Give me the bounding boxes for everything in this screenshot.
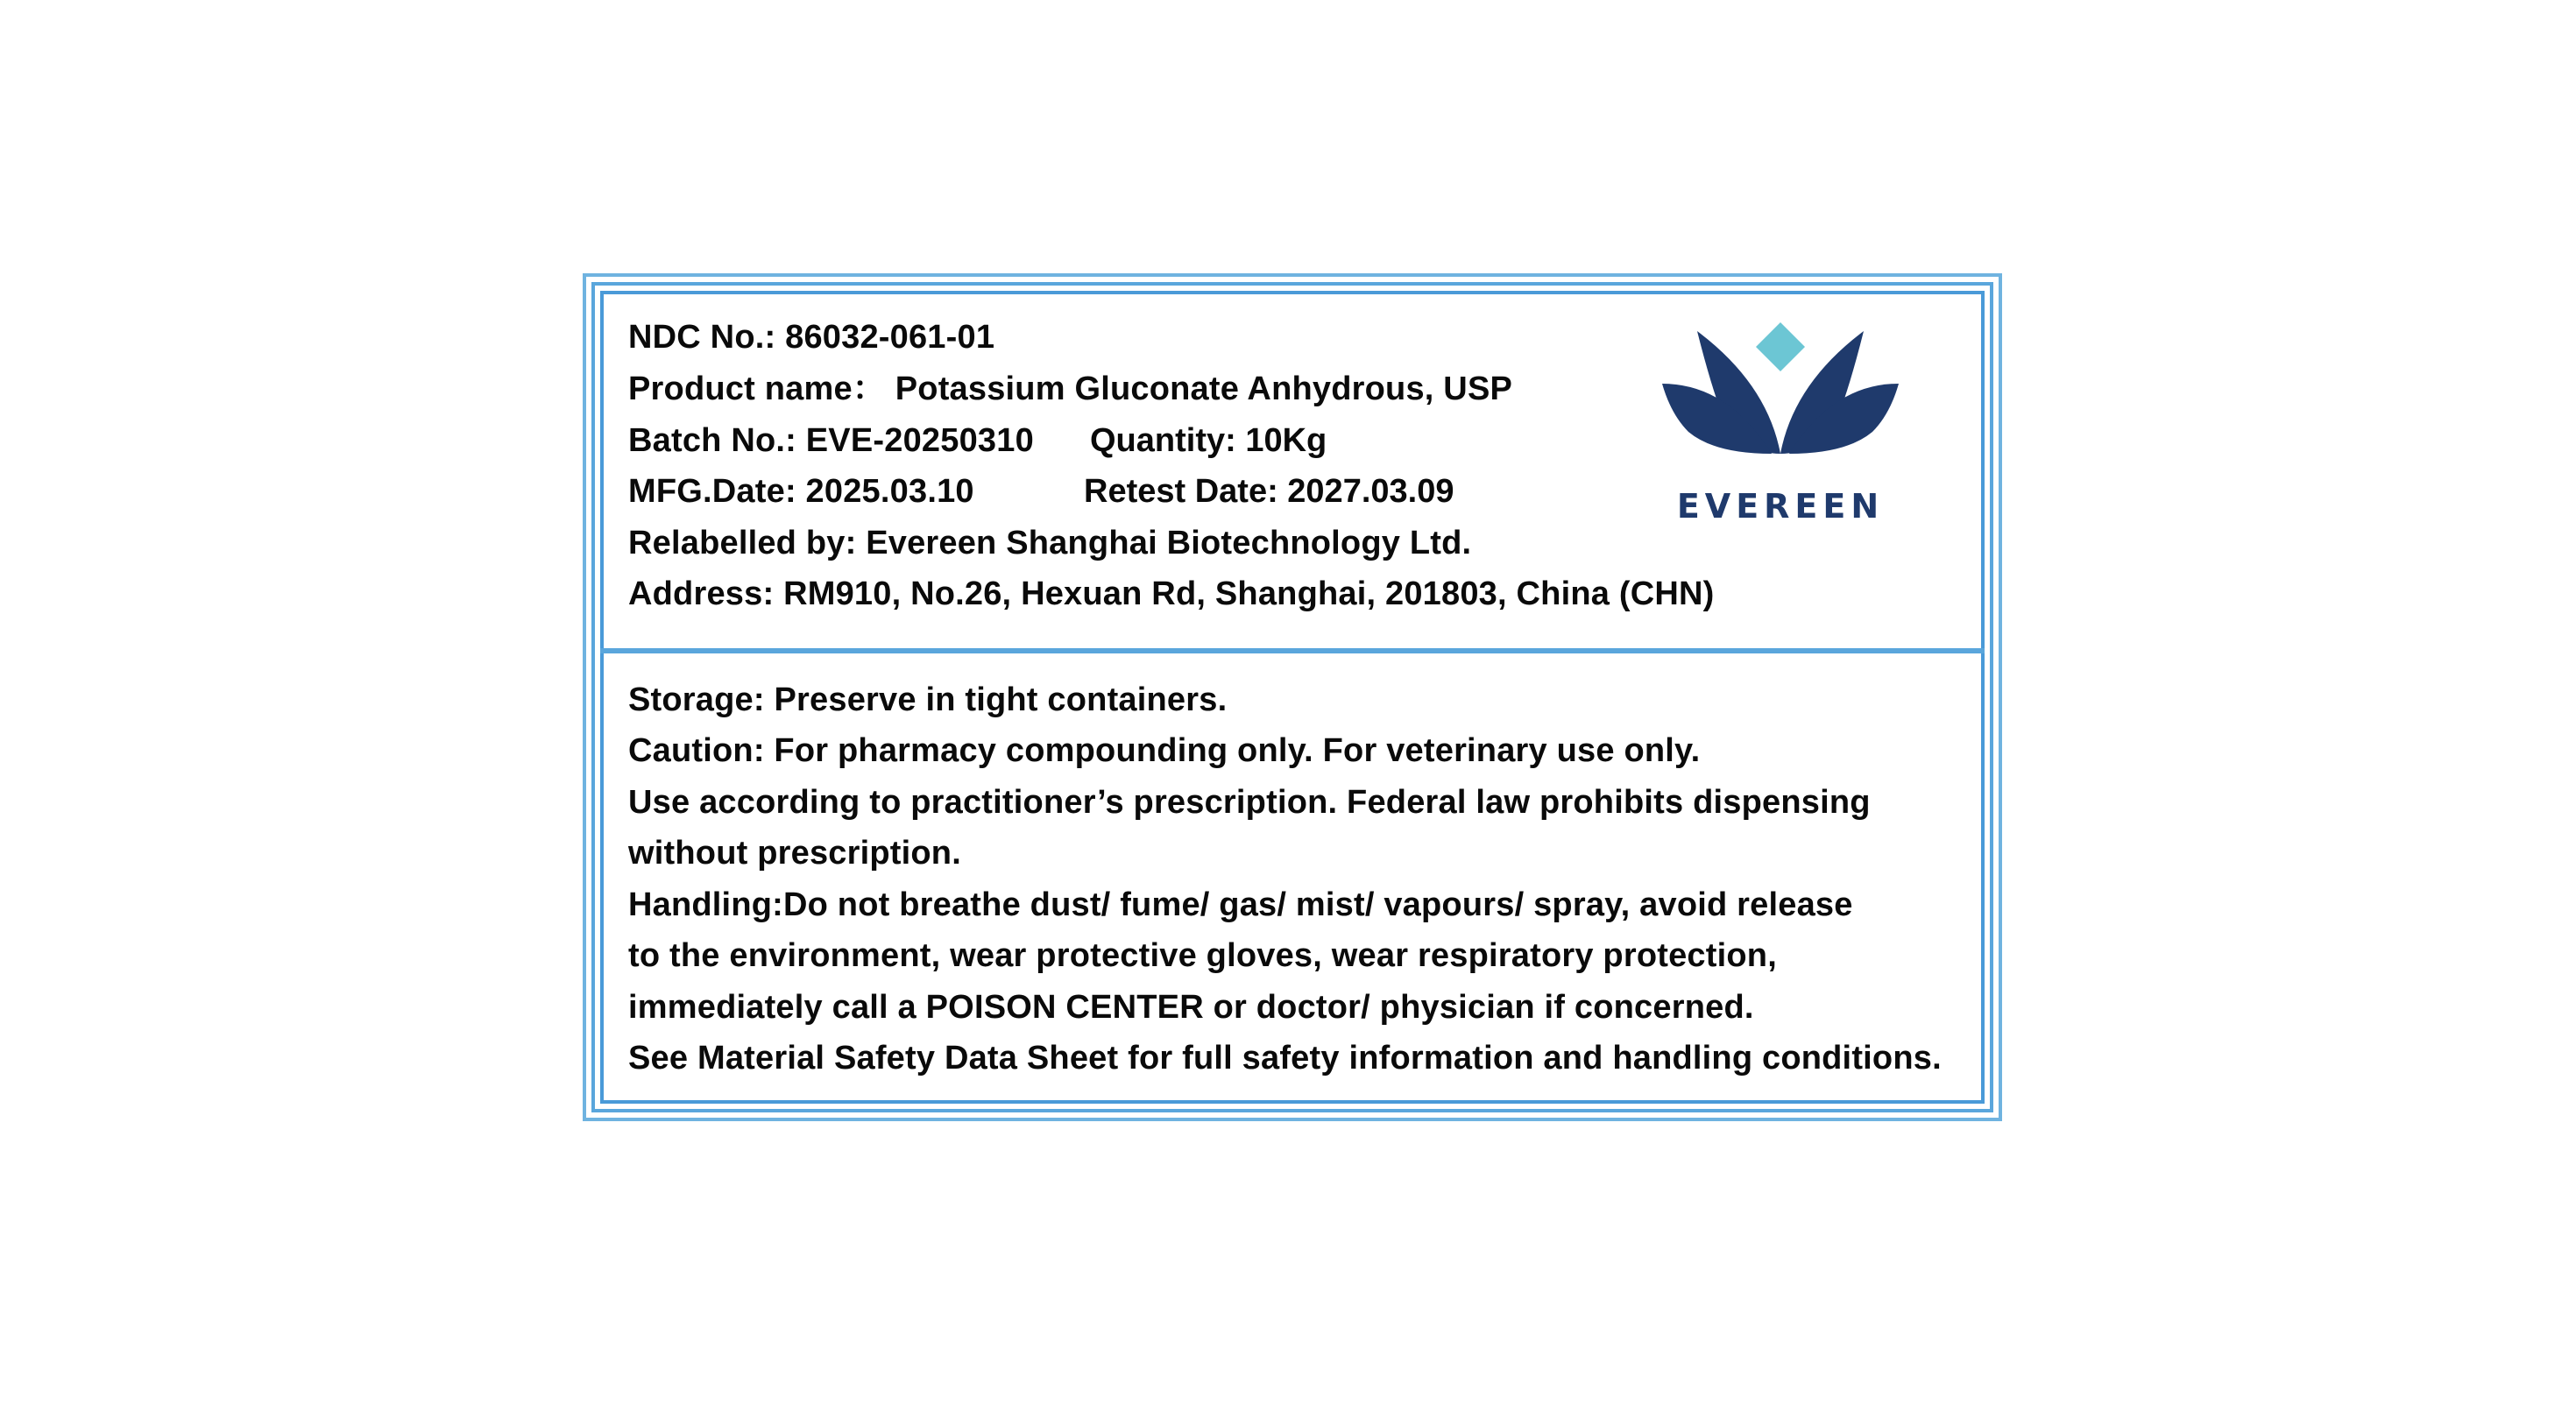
quantity: Quantity: 10Kg [1090, 422, 1327, 459]
mfg-date: MFG.Date: 2025.03.10 [628, 473, 974, 510]
product-label [583, 273, 2002, 1121]
retest-date: Retest Date: 2027.03.09 [1084, 473, 1454, 510]
storage-text: Storage: Preserve in tight containers. [628, 681, 1228, 718]
brand-name: EVEREEN [1676, 487, 1885, 526]
use-text-line-1: Use according to practitioner’s prescription. Federal law prohibits dispensing [628, 784, 1871, 821]
section-divider [600, 648, 1985, 653]
batch-number: Batch No.: EVE-20250310 [628, 422, 1034, 459]
product-name: Product name： Potassium Gluconate Anhydrous, USP [628, 371, 1513, 407]
handling-text-line-1: Handling:Do not breathe dust/ fume/ gas/ mist/ vapours/ spray, avoid release [628, 886, 1853, 923]
relabelled-by: Relabelled by: Evereen Shanghai Biotechnology Ltd. [628, 525, 1472, 561]
handling-text-line-3: immediately call a POISON CENTER or doctor/ physician if concerned. [628, 989, 1754, 1026]
caution-text: Caution: For pharmacy compounding only. For veterinary use only. [628, 732, 1701, 769]
evereen-logo [1662, 322, 1934, 533]
lotus-leaf-diamond-icon [1662, 322, 1899, 480]
ndc-number: NDC No.: 86032-061-01 [628, 319, 995, 356]
msds-text: See Material Safety Data Sheet for full safety information and handling conditions. [628, 1040, 1942, 1077]
address: Address: RM910, No.26, Hexuan Rd, Shanghai, 201803, China (CHN) [628, 575, 1715, 612]
handling-text-line-2: to the environment, wear protective gloves, wear respiratory protection, [628, 937, 1777, 974]
use-text-line-2: without prescription. [628, 835, 961, 872]
